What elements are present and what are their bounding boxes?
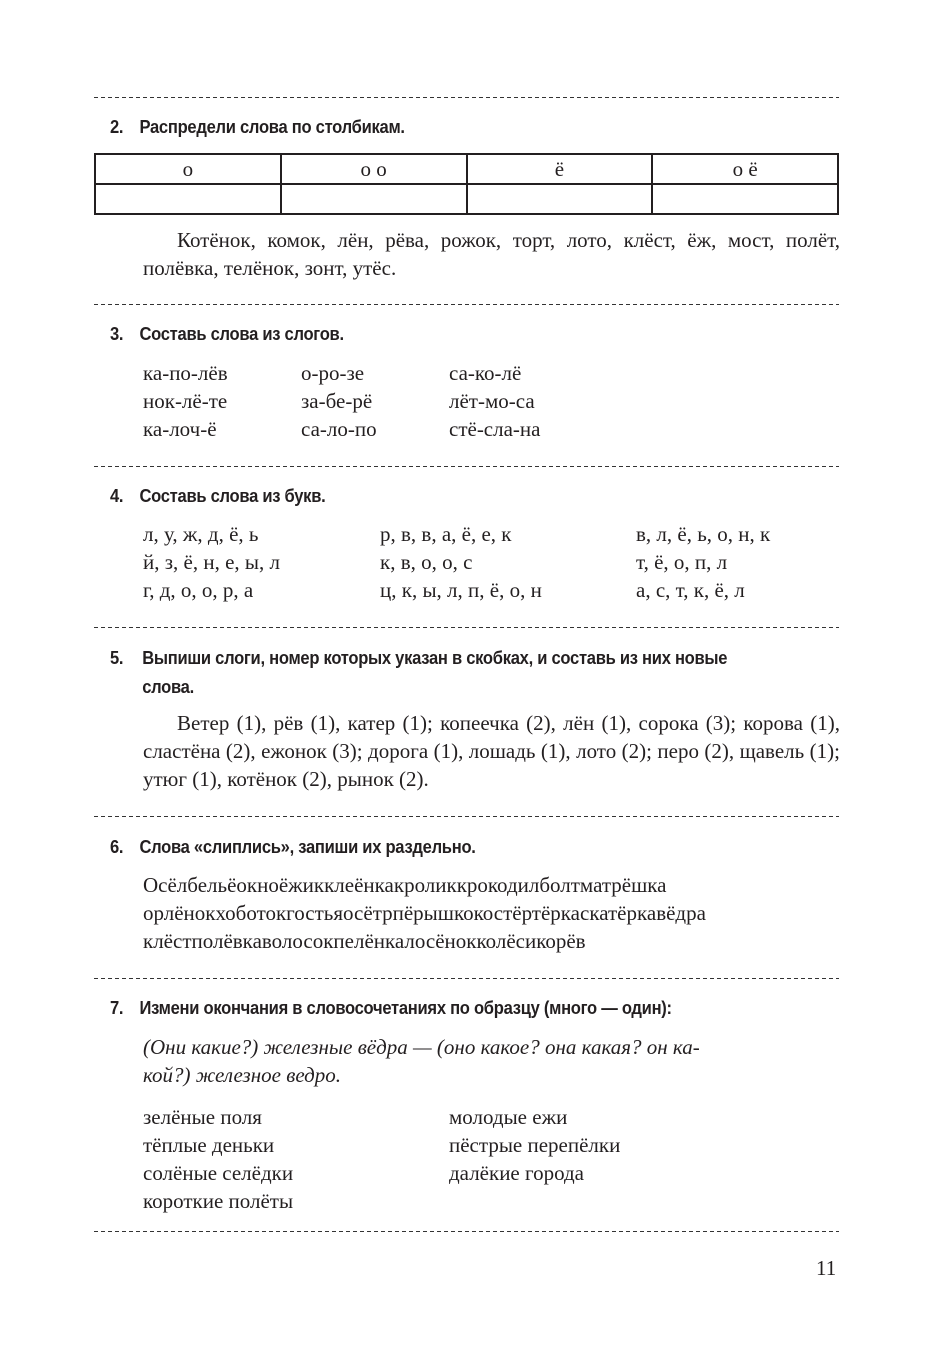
letters-item: г, д, о, о, р, а	[143, 578, 254, 602]
syllable-item: ка-по-лёв	[143, 361, 228, 385]
syllables-column-2	[301, 359, 377, 443]
divider	[94, 466, 839, 467]
letters-item: л, у, ж, д, ё, ь	[143, 522, 259, 546]
table-header-cell: о	[95, 154, 281, 184]
task-number: 5.	[110, 648, 124, 668]
task-2-words: Котёнок, комок, лён, рёва, рожок, торт, лото, клёст, ёж, мост, полёт, полёвка, телёнок, зонт, утёс.	[143, 228, 840, 280]
letters-column-3	[636, 520, 770, 604]
task-2-heading	[110, 117, 405, 138]
letters-column-2	[380, 520, 542, 604]
task-number: 7.	[110, 998, 124, 1018]
phrase-item: молодые ежи	[449, 1105, 568, 1129]
syllable-item: са-ло-по	[301, 417, 377, 441]
syllable-item: о-ро-зе	[301, 361, 365, 385]
letters-item: т, ё, о, п, л	[636, 550, 728, 574]
letters-item: р, в, в, а, ё, е, к	[380, 522, 512, 546]
page-number: 11	[816, 1256, 837, 1280]
syllable-item: ка-лоч-ё	[143, 417, 217, 441]
task-title: Выпиши слоги, номер которых указан в скобках, и составь из них новые	[142, 648, 728, 668]
phrases-column-1	[143, 1103, 293, 1215]
example-line: (Они какие?) железные вёдра — (оно какое? она какая? он ка-	[143, 1035, 700, 1059]
task-number: 4.	[110, 486, 124, 506]
syllable-item: стё-сла-на	[449, 417, 541, 441]
syllables-column-3	[449, 359, 541, 443]
example-line: кой?) железное ведро.	[143, 1063, 342, 1087]
syllables-column-1	[143, 359, 228, 443]
task-7-example	[143, 1033, 700, 1089]
divider	[94, 97, 839, 98]
task-4-heading	[110, 486, 325, 507]
syllable-item: за-бе-рё	[301, 389, 373, 413]
letters-item: в, л, ё, ь, о, н, к	[636, 522, 771, 546]
phrase-item: пёстрые перепёлки	[449, 1133, 621, 1157]
task-number: 2.	[110, 117, 124, 137]
table-header-cell: ё	[467, 154, 653, 184]
task-6-merged-words	[143, 871, 706, 955]
divider	[94, 1231, 839, 1232]
phrase-item: короткие полёты	[143, 1189, 294, 1213]
table-header-cell: о ё	[652, 154, 838, 184]
merged-line: орлёнокхоботокгостьяосётрпёрышкокостёртёркаскатёркавёдра	[143, 901, 706, 925]
task-title: Распредели слова по столбикам.	[139, 117, 405, 137]
phrase-item: зелёные поля	[143, 1105, 262, 1129]
letters-item: ц, к, ы, л, п, ё, о, н	[380, 578, 542, 602]
letters-item: а, с, т, к, ё, л	[636, 578, 745, 602]
task-3-heading	[110, 324, 344, 345]
table-header-row	[95, 154, 838, 184]
task-7-heading	[110, 998, 672, 1019]
table-answer-row	[95, 184, 838, 214]
letters-item: й, з, ё, н, е, ы, л	[143, 550, 281, 574]
syllable-item: нок-лё-те	[143, 389, 228, 413]
merged-line: Осёлбельёокноёжикклеёнкакроликкрокодилболтматрёшка	[143, 873, 667, 897]
phrase-item: тёплые деньки	[143, 1133, 275, 1157]
task-5-words: Ветер (1), рёв (1), катер (1); копеечка (2), лён (1), сорока (3); корова (1), сластёна (2), ежонок (3); дорога (1), лошадь (1), лото (2); перо (2), щавель (1); утюг (1), котёнок (2), рынок (2).	[143, 711, 840, 791]
divider	[94, 816, 839, 817]
task-title: Измени окончания в словосочетаниях по образцу (много — один):	[139, 998, 672, 1018]
task-title: Составь слова из слогов.	[139, 324, 344, 344]
task-title: Слова «слиплись», запиши их раздельно.	[139, 837, 476, 857]
divider	[94, 978, 839, 979]
task-5-heading	[110, 644, 837, 702]
letters-column-1	[143, 520, 280, 604]
divider	[94, 627, 839, 628]
answer-cell[interactable]	[652, 184, 838, 214]
task-title: Составь слова из букв.	[139, 486, 326, 506]
table-header-cell: о о	[281, 154, 467, 184]
answer-cell[interactable]	[95, 184, 281, 214]
phrase-item: солёные селёдки	[143, 1161, 294, 1185]
syllable-item: са-ко-лё	[449, 361, 522, 385]
sorting-table	[94, 153, 839, 215]
task-title-continuation: слова.	[142, 677, 194, 697]
task-6-heading	[110, 837, 476, 858]
phrase-item: далёкие города	[449, 1161, 584, 1185]
letters-item: к, в, о, о, с	[380, 550, 473, 574]
answer-cell[interactable]	[281, 184, 467, 214]
task-number: 3.	[110, 324, 124, 344]
syllable-item: лёт-мо-са	[449, 389, 535, 413]
answer-cell[interactable]	[467, 184, 653, 214]
phrases-column-2	[449, 1103, 620, 1187]
task-number: 6.	[110, 837, 124, 857]
divider	[94, 304, 839, 305]
merged-line: клёстполёвкаволосокпелёнкалосёнокколёсикорёв	[143, 929, 586, 953]
